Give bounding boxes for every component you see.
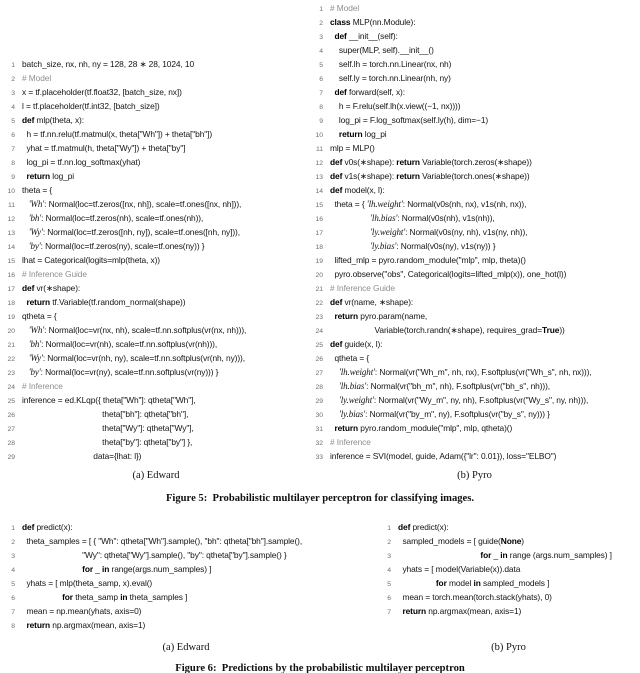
code-line xyxy=(309,127,640,141)
code-line xyxy=(309,309,640,323)
figure6-pyro-subcaption: (b) Pyro xyxy=(491,642,526,653)
code-line xyxy=(1,548,365,562)
code-text: mean = torch.mean(torch.stack(yhats), 0) xyxy=(398,592,552,602)
line-number: 23 xyxy=(315,314,323,321)
line-number: 3 xyxy=(319,34,323,41)
code-text: def vr(∗shape): xyxy=(22,283,81,293)
code-text: def vr(name, ∗shape): xyxy=(330,297,414,307)
line-number: 6 xyxy=(319,76,323,83)
code-text: return pyro.random_module("mlp", mlp, qtheta)() xyxy=(334,423,513,433)
code-text: return log_pi xyxy=(338,129,387,139)
code-line xyxy=(1,534,365,548)
line-number: 22 xyxy=(7,356,15,363)
line-number: 25 xyxy=(7,398,15,405)
code-line xyxy=(1,225,313,239)
line-number: 8 xyxy=(11,160,15,167)
line-number: 16 xyxy=(315,216,323,223)
code-line xyxy=(309,15,640,29)
line-number: 18 xyxy=(7,300,15,307)
figure6-pyro-code-listing xyxy=(377,520,640,618)
code-text: "Wy": qtheta["Wy"].sample(), "by": qtheta["by"].sample() } xyxy=(22,550,287,560)
line-number: 2 xyxy=(387,539,391,546)
code-line xyxy=(1,267,313,281)
line-number: 18 xyxy=(315,244,323,251)
line-number: 5 xyxy=(11,118,15,125)
code-line xyxy=(309,239,640,253)
code-text: for model in sampled_models ] xyxy=(435,578,550,588)
code-line xyxy=(309,323,640,337)
line-number: 7 xyxy=(11,609,15,616)
line-number: 15 xyxy=(7,258,15,265)
code-line xyxy=(1,99,313,113)
code-text: return pyro.param(name, xyxy=(334,311,428,321)
code-line xyxy=(309,365,640,379)
line-number: 26 xyxy=(7,412,15,419)
code-text: inference = SVI(model, guide, Adam({"lr": 0.01}), loss="ELBO") xyxy=(330,451,557,461)
code-line xyxy=(377,590,640,604)
code-line xyxy=(1,253,313,267)
code-text: h = tf.nn.relu(tf.matmul(x, theta["Wh"]) + theta["bh"]) xyxy=(22,129,213,139)
code-text: def __init__(self): xyxy=(334,31,398,41)
code-text: theta = { xyxy=(22,185,53,195)
code-text: lifted_mlp = pyro.random_module("mlp", mlp, theta)() xyxy=(330,255,526,265)
figure6-edward-code-listing xyxy=(1,520,365,632)
code-text: qtheta = { xyxy=(22,311,57,321)
code-text: 'Wh': Normal(loc=vr(nx, nh), scale=tf.nn.softplus(vr(nx, nh))), xyxy=(28,325,247,335)
code-text: 'Wh': Normal(loc=tf.zeros([nx, nh]), scale=tf.ones([nx, nh])), xyxy=(28,199,242,209)
code-text: data={lhat: l}) xyxy=(22,451,142,461)
code-line xyxy=(1,197,313,211)
line-number: 23 xyxy=(7,370,15,377)
line-number: 20 xyxy=(315,272,323,279)
line-number: 9 xyxy=(11,174,15,181)
figure5-pyro-code-listing xyxy=(309,1,640,463)
code-line xyxy=(309,197,640,211)
line-number: 27 xyxy=(315,370,323,377)
line-number: 14 xyxy=(7,244,15,251)
code-line xyxy=(1,127,313,141)
line-number: 15 xyxy=(315,202,323,209)
code-line xyxy=(1,211,313,225)
code-text: return log_pi xyxy=(26,171,75,181)
code-line xyxy=(309,421,640,435)
code-line xyxy=(309,113,640,127)
line-number: 6 xyxy=(11,595,15,602)
code-text: inference = ed.KLqp({ theta["Wh"]: qtheta["Wh"], xyxy=(22,395,196,405)
line-number: 6 xyxy=(387,595,391,602)
code-text: 'lh.bias': Normal(v0s(nh), v1s(nh)), xyxy=(370,213,495,223)
line-number: 11 xyxy=(315,146,323,153)
code-text: for theta_samp in theta_samples ] xyxy=(62,592,188,602)
code-line xyxy=(309,169,640,183)
code-text: def predict(x): xyxy=(398,522,449,532)
code-text: # Inference xyxy=(22,381,63,391)
code-line xyxy=(309,253,640,267)
code-text: return np.argmax(mean, axis=1) xyxy=(402,606,522,616)
code-line xyxy=(1,520,365,534)
code-text: self.ly = torch.nn.Linear(nh, ny) xyxy=(330,73,451,83)
code-line xyxy=(1,141,313,155)
code-line xyxy=(377,534,640,548)
code-line xyxy=(309,183,640,197)
code-text: mean = np.mean(yhats, axis=0) xyxy=(22,606,142,616)
line-number: 16 xyxy=(7,272,15,279)
line-number: 17 xyxy=(315,230,323,237)
code-text: class MLP(nn.Module): xyxy=(330,17,416,27)
figure5-pyro-subcaption: (b) Pyro xyxy=(457,470,492,481)
code-text: # Model xyxy=(330,3,360,13)
line-number: 17 xyxy=(7,286,15,293)
figure6-caption: Figure 6: Predictions by the probabilistic multilayer perceptron xyxy=(175,663,465,673)
code-text: h = F.relu(self.lh(x.view((−1, nx)))) xyxy=(330,101,461,111)
code-text: 'bh': Normal(loc=vr(nh), scale=tf.nn.softplus(vr(nh))), xyxy=(28,339,218,349)
code-text: for _ in range(args.num_samples) ] xyxy=(82,564,212,574)
code-line xyxy=(309,29,640,43)
line-number: 26 xyxy=(315,356,323,363)
line-number: 21 xyxy=(315,286,323,293)
code-line xyxy=(309,351,640,365)
code-line xyxy=(1,407,313,421)
code-line xyxy=(309,295,640,309)
code-line xyxy=(1,183,313,197)
code-line xyxy=(377,576,640,590)
code-text: 'ly.weight': Normal(vr("Wy_m", ny, nh), F.softplus(vr("Wy_s", ny, nh))), xyxy=(338,395,589,405)
code-line xyxy=(309,57,640,71)
code-text: log_pi = F.log_softmax(self.ly(h), dim=−1) xyxy=(330,115,489,125)
code-text: 'Wy': Normal(loc=tf.zeros([nh, ny]), scale=tf.ones([nh, ny])), xyxy=(28,227,240,237)
line-number: 14 xyxy=(315,188,323,195)
line-number: 4 xyxy=(11,104,15,111)
code-line xyxy=(309,1,640,15)
code-line xyxy=(309,211,640,225)
code-line xyxy=(1,239,313,253)
line-number: 7 xyxy=(11,146,15,153)
line-number: 29 xyxy=(7,454,15,461)
line-number: 1 xyxy=(319,6,323,13)
line-number: 28 xyxy=(315,384,323,391)
line-number: 8 xyxy=(319,104,323,111)
code-line xyxy=(1,618,365,632)
code-line xyxy=(309,267,640,281)
line-number: 1 xyxy=(11,525,15,532)
code-text: for _ in range (args.num_samples) ] xyxy=(480,550,612,560)
line-number: 5 xyxy=(387,581,391,588)
code-line xyxy=(1,604,365,618)
figure5-edward-code-listing xyxy=(1,57,313,463)
code-line xyxy=(309,379,640,393)
code-line xyxy=(1,85,313,99)
code-text: 'lh.weight': Normal(vr("Wh_m", nh, nx), F.softplus(vr("Wh_s", nh, nx))), xyxy=(338,367,592,377)
code-text: yhats = [ mlp(theta_samp, x).eval() xyxy=(22,578,153,588)
code-text: self.lh = torch.nn.Linear(nx, nh) xyxy=(330,59,452,69)
line-number: 13 xyxy=(315,174,323,181)
code-text: 'by': Normal(loc=tf.zeros(ny), scale=tf.ones(ny)) } xyxy=(28,241,205,251)
code-text: yhat = tf.matmul(h, theta["Wy"]) + theta["by"] xyxy=(22,143,186,153)
line-number: 31 xyxy=(315,426,323,433)
line-number: 30 xyxy=(315,412,323,419)
code-line xyxy=(309,435,640,449)
code-line xyxy=(1,113,313,127)
code-line xyxy=(1,155,313,169)
line-number: 24 xyxy=(7,384,15,391)
figure5-caption: Figure 5: Probabilistic multilayer perceptron for classifying images. xyxy=(165,493,475,504)
line-number: 5 xyxy=(319,62,323,69)
line-number: 7 xyxy=(319,90,323,97)
code-text: batch_size, nx, nh, ny = 128, 28 ∗ 28, 1024, 10 xyxy=(22,59,195,69)
code-line xyxy=(309,281,640,295)
line-number: 11 xyxy=(7,202,15,209)
code-text: super(MLP, self).__init__() xyxy=(330,45,434,55)
line-number: 4 xyxy=(11,567,15,574)
line-number: 10 xyxy=(7,188,15,195)
line-number: 25 xyxy=(315,342,323,349)
code-line xyxy=(1,71,313,85)
line-number: 22 xyxy=(315,300,323,307)
line-number: 27 xyxy=(7,426,15,433)
code-text: 'lh.bias': Normal(vr("bh_m", nh), F.softplus(vr("bh_s", nh))), xyxy=(338,381,551,391)
line-number: 19 xyxy=(7,314,15,321)
code-text: lhat = Categorical(logits=mlp(theta, x)) xyxy=(22,255,160,265)
code-text: 'ly.bias': Normal(v0s(ny), v1s(ny)) } xyxy=(370,241,496,251)
code-text: 'Wy': Normal(loc=vr(nh, ny), scale=tf.nn.softplus(vr(nh, ny))), xyxy=(28,353,245,363)
figure5-edward-subcaption: (a) Edward xyxy=(132,470,180,481)
code-text: theta["by"]: qtheta["by"] }, xyxy=(22,437,193,447)
code-text: # Inference Guide xyxy=(22,269,87,279)
code-text: yhats = [ model(Variable(x)).data xyxy=(398,564,521,574)
line-number: 2 xyxy=(11,76,15,83)
code-text: Variable(torch.randn(∗shape), requires_grad=True)) xyxy=(330,325,565,335)
code-text: def predict(x): xyxy=(22,522,73,532)
code-line xyxy=(1,281,313,295)
code-text: sampled_models = [ guide(None) xyxy=(398,536,524,546)
code-text: theta["bh"]: qtheta["bh"], xyxy=(22,409,189,419)
code-line xyxy=(309,393,640,407)
line-number: 21 xyxy=(7,342,15,349)
code-line xyxy=(1,590,365,604)
code-text: # Model xyxy=(22,73,52,83)
line-number: 28 xyxy=(7,440,15,447)
line-number: 1 xyxy=(11,62,15,69)
code-line xyxy=(1,295,313,309)
code-text: theta["Wy"]: qtheta["Wy"], xyxy=(22,423,194,433)
code-line xyxy=(1,393,313,407)
code-text: def guide(x, l): xyxy=(330,339,383,349)
code-line xyxy=(309,71,640,85)
line-number: 3 xyxy=(11,90,15,97)
code-text: def model(x, l): xyxy=(330,185,385,195)
code-line xyxy=(1,449,313,463)
line-number: 2 xyxy=(319,20,323,27)
code-line xyxy=(1,57,313,71)
code-text: log_pi = tf.nn.log_softmax(yhat) xyxy=(22,157,141,167)
code-line xyxy=(1,421,313,435)
code-line xyxy=(377,520,640,534)
line-number: 1 xyxy=(387,525,391,532)
line-number: 5 xyxy=(11,581,15,588)
code-line xyxy=(1,169,313,183)
code-line xyxy=(309,407,640,421)
code-line xyxy=(377,548,640,562)
line-number: 9 xyxy=(319,118,323,125)
code-line xyxy=(309,337,640,351)
code-text: 'ly.weight': Normal(v0s(ny, nh), v1s(ny, nh)), xyxy=(370,227,528,237)
line-number: 10 xyxy=(315,132,323,139)
line-number: 20 xyxy=(7,328,15,335)
code-text: def v1s(∗shape): return Variable(torch.ones(∗shape)) xyxy=(330,171,530,181)
line-number: 33 xyxy=(315,454,323,461)
code-text: l = tf.placeholder(tf.int32, [batch_size]) xyxy=(22,101,160,111)
line-number: 2 xyxy=(11,539,15,546)
code-text: def forward(self, x): xyxy=(334,87,405,97)
line-number: 12 xyxy=(315,160,323,167)
code-line xyxy=(1,323,313,337)
code-line xyxy=(309,449,640,463)
line-number: 19 xyxy=(315,258,323,265)
line-number: 8 xyxy=(11,623,15,630)
code-line xyxy=(1,576,365,590)
code-line xyxy=(309,225,640,239)
code-line xyxy=(1,337,313,351)
line-number: 32 xyxy=(315,440,323,447)
code-text: # Inference Guide xyxy=(330,283,395,293)
code-line xyxy=(1,365,313,379)
code-line xyxy=(1,562,365,576)
code-text: x = tf.placeholder(tf.float32, [batch_size, nx]) xyxy=(22,87,182,97)
code-text: qtheta = { xyxy=(330,353,370,363)
line-number: 29 xyxy=(315,398,323,405)
code-text: mlp = MLP() xyxy=(330,143,375,153)
code-text: pyro.observe("obs", Categorical(logits=lifted_mlp(x)), one_hot(l)) xyxy=(330,269,567,279)
code-line xyxy=(1,379,313,393)
code-line xyxy=(377,604,640,618)
line-number: 4 xyxy=(387,567,391,574)
code-text: 'by': Normal(loc=vr(ny), scale=tf.nn.softplus(vr(ny))) } xyxy=(28,367,219,377)
line-number: 6 xyxy=(11,132,15,139)
code-line xyxy=(309,155,640,169)
code-text: def mlp(theta, x): xyxy=(22,115,84,125)
figure6-edward-subcaption: (a) Edward xyxy=(162,642,210,653)
code-line xyxy=(309,141,640,155)
code-line xyxy=(377,562,640,576)
code-line xyxy=(309,85,640,99)
code-text: 'bh': Normal(loc=tf.zeros(nh), scale=tf.ones(nh)), xyxy=(28,213,204,223)
code-text: theta_samples = [ { "Wh": qtheta["Wh"].sample(), "bh": qtheta["bh"].sample(), xyxy=(22,536,303,546)
line-number: 24 xyxy=(315,328,323,335)
line-number: 4 xyxy=(319,48,323,55)
line-number: 3 xyxy=(387,553,391,560)
code-text: return np.argmax(mean, axis=1) xyxy=(26,620,146,630)
code-line xyxy=(309,99,640,113)
code-text: # Inference xyxy=(330,437,371,447)
code-text: theta = { 'lh.weight': Normal(v0s(nh, nx), v1s(nh, nx)), xyxy=(330,199,527,209)
code-text: return tf.Variable(tf.random_normal(shape)) xyxy=(26,297,186,307)
code-line xyxy=(1,351,313,365)
line-number: 3 xyxy=(11,553,15,560)
line-number: 12 xyxy=(7,216,15,223)
code-text: 'ly.bias': Normal(vr("by_m", ny), F.softplus(vr("by_s", ny))) } xyxy=(338,409,550,419)
line-number: 7 xyxy=(387,609,391,616)
line-number: 13 xyxy=(7,230,15,237)
code-line xyxy=(1,309,313,323)
code-text: def v0s(∗shape): return Variable(torch.zeros(∗shape)) xyxy=(330,157,532,167)
code-line xyxy=(309,43,640,57)
code-line xyxy=(1,435,313,449)
